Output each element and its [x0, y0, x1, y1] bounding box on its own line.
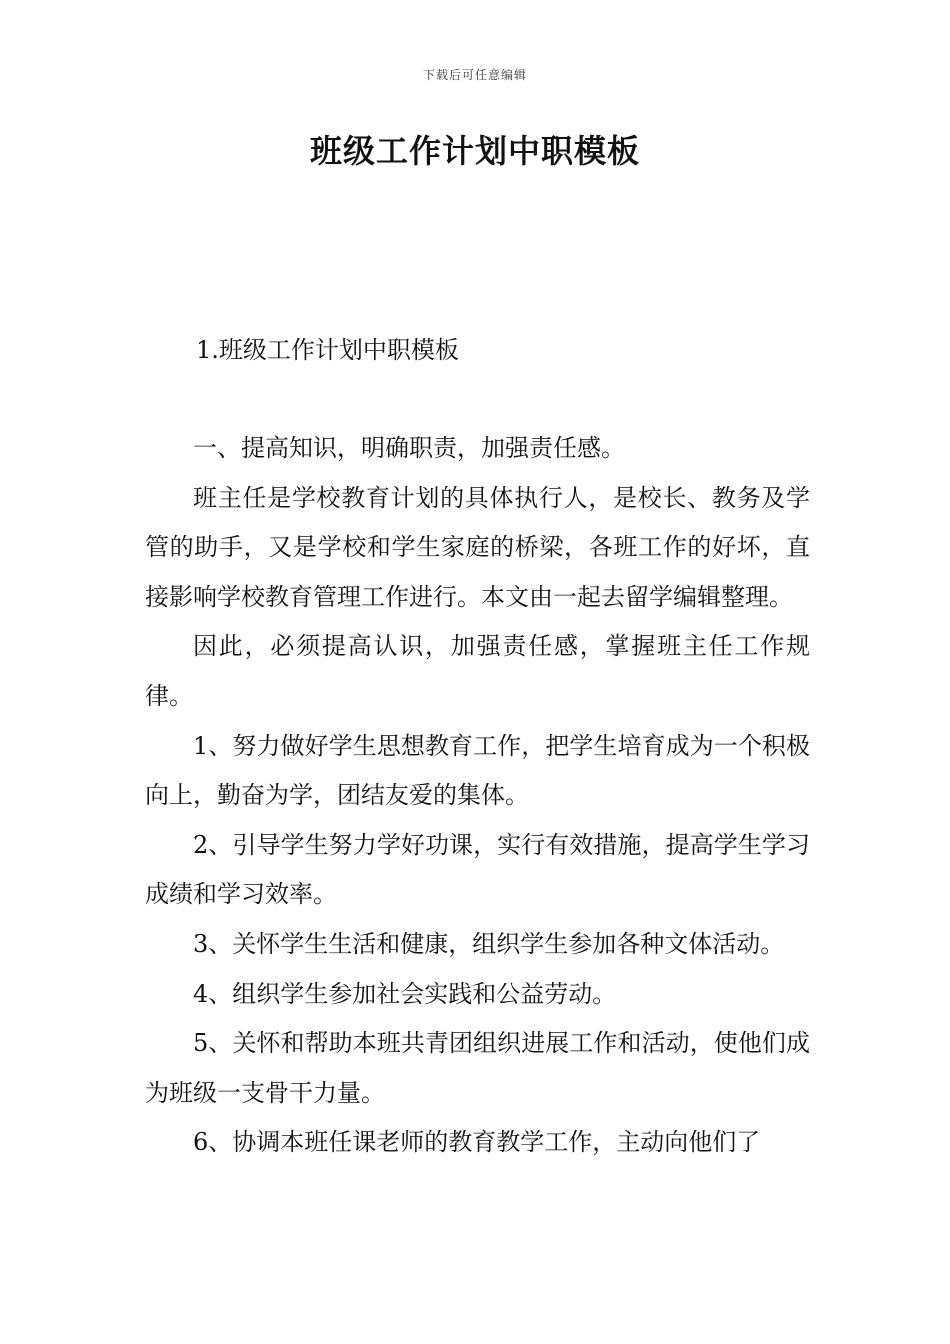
- paragraph: 6、协调本班任课老师的教育教学工作，主动向他们了: [193, 1128, 761, 1157]
- paragraph: 5、关怀和帮助本班共青团组织进展工作和活动，使他们成为班级一支骨干力量。: [145, 1029, 810, 1107]
- paragraph: 1、努力做好学生思想教育工作，把学生培育成为一个积极向上，勤奋为学，团结友爱的集体。: [145, 731, 810, 810]
- paragraph: 2、引导学生努力学好功课，实行有效措施，提高学生学习成绩和学习效率。: [145, 830, 810, 909]
- paragraph: 3、关怀学生生活和健康，组织学生参加各种文体活动。: [193, 929, 785, 958]
- section-heading: 1.班级工作计划中职模板: [196, 336, 459, 364]
- paragraph: 班主任是学校教育计划的具体执行人，是校长、教务及学管的助手，又是学校和学生家庭的桥梁，各班工作的好坏，直接影响学校教育管理工作进行。本文由一起去留学编辑整理。: [145, 483, 810, 611]
- paragraph: 一、提高知识，明确职责，加强责任感。: [193, 434, 625, 462]
- paragraph: 4、组织学生参加社会实践和公益劳动。: [193, 979, 617, 1008]
- paragraph: 因此，必须提高认识，加强责任感，掌握班主任工作规律。: [145, 632, 810, 710]
- document-title: 班级工作计划中职模板: [309, 132, 640, 170]
- body-text: [145, 424, 810, 1168]
- header-note: 下载后可任意编辑: [422, 68, 527, 82]
